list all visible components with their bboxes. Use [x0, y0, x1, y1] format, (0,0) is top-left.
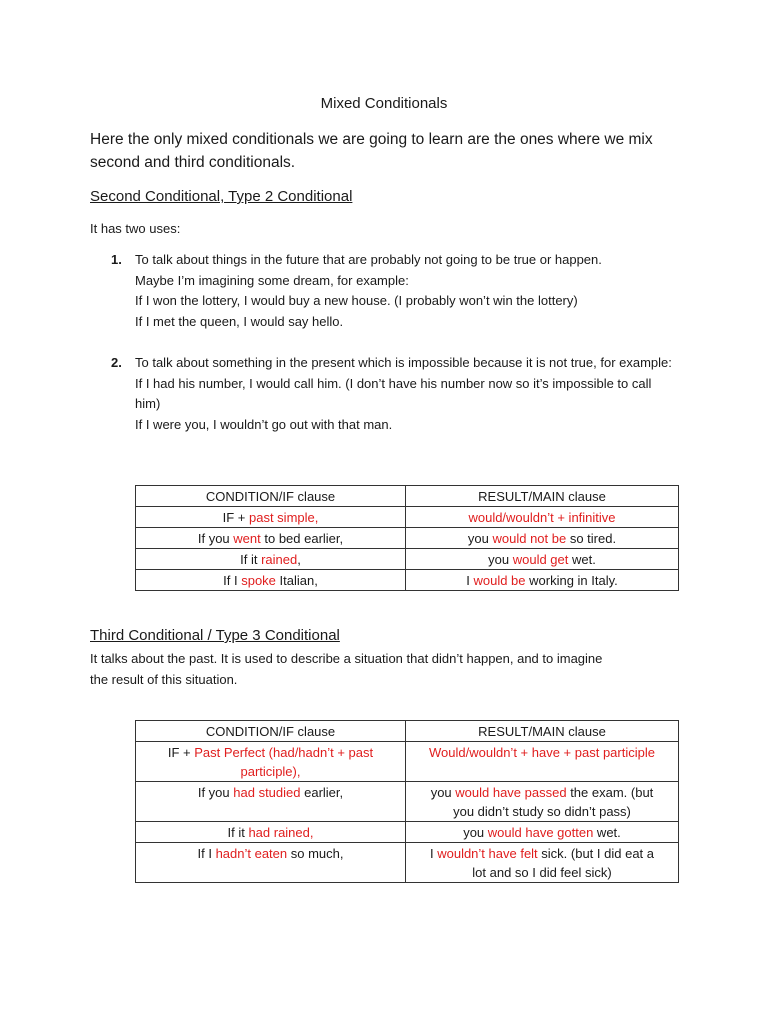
list-line: If I won the lottery, I would buy a new house. (I probably won’t win the lottery) [135, 293, 578, 308]
third-conditional-table [135, 720, 679, 883]
table-cell: you would get wet. [406, 549, 679, 570]
table-cell: If you had studied earlier, [136, 782, 406, 822]
table-cell: you would have gotten wet. [406, 822, 679, 843]
list-line: If I met the queen, I would say hello. [135, 313, 344, 329]
list-line: If I were you, I wouldn’t go out with that man. [135, 416, 393, 432]
second-conditional-table [135, 485, 679, 591]
table-cell: If you went to bed earlier, [136, 528, 406, 549]
table-header-cell: CONDITION/IF clause [136, 486, 406, 507]
list-number: 1. [111, 252, 122, 267]
table-header-cell: RESULT/MAIN clause [406, 486, 679, 507]
table-row [136, 507, 679, 528]
page-title: Mixed Conditionals [320, 95, 448, 112]
table-row [136, 843, 679, 883]
list-line: If I had his number, I would call him. (I don’t have his number now so it’s impossible to call him) [135, 375, 652, 411]
table-row [136, 549, 679, 570]
list-number: 2. [111, 355, 122, 370]
table-row [136, 570, 679, 591]
table-cell: I would be working in Italy. [406, 570, 679, 591]
table-cell: IF + Past Perfect (had/hadn’t + past participle), [136, 742, 406, 782]
third-conditional-heading: Third Conditional / Type 3 Conditional [90, 627, 340, 644]
table-cell: Would/wouldn’t + have + past participle [406, 742, 679, 782]
second-conditional-heading: Second Conditional, Type 2 Conditional [90, 188, 353, 205]
table-header-row [136, 721, 679, 742]
table-cell: If I hadn’t eaten so much, [136, 843, 406, 883]
uses-intro: It has two uses: [90, 221, 181, 236]
list-line: To talk about something in the present which is impossible because it is not true, for example: [135, 355, 672, 370]
table-cell: IF + past simple, [136, 507, 406, 528]
table-cell: If it had rained, [136, 822, 406, 843]
table-cell: If I spoke Italian, [136, 570, 406, 591]
table-cell: would/wouldn’t + infinitive [406, 507, 679, 528]
table-row [136, 742, 679, 782]
table-row [136, 822, 679, 843]
table-cell: you would not be so tired. [406, 528, 679, 549]
table-cell: If it rained, [136, 549, 406, 570]
table-header-row [136, 486, 679, 507]
table-row [136, 782, 679, 822]
list-line: To talk about things in the future that are probably not going to be true or happen. [135, 252, 602, 267]
table-row [136, 528, 679, 549]
third-conditional-description: It talks about the past. It is used to describe a situation that didn’t happen, and to imagine the result of this situation. [90, 651, 603, 687]
list-line: Maybe I’m imagining some dream, for example: [135, 272, 409, 288]
table-cell: I wouldn’t have felt sick. (but I did eat a lot and so I did feel sick) [406, 843, 679, 883]
table-header-cell: CONDITION/IF clause [136, 721, 406, 742]
table-header-cell: RESULT/MAIN clause [406, 721, 679, 742]
intro-paragraph: Here the only mixed conditionals we are going to learn are the ones where we mix second and third conditionals. [90, 131, 653, 171]
table-cell: you would have passed the exam. (but you didn’t study so didn’t pass) [406, 782, 679, 822]
